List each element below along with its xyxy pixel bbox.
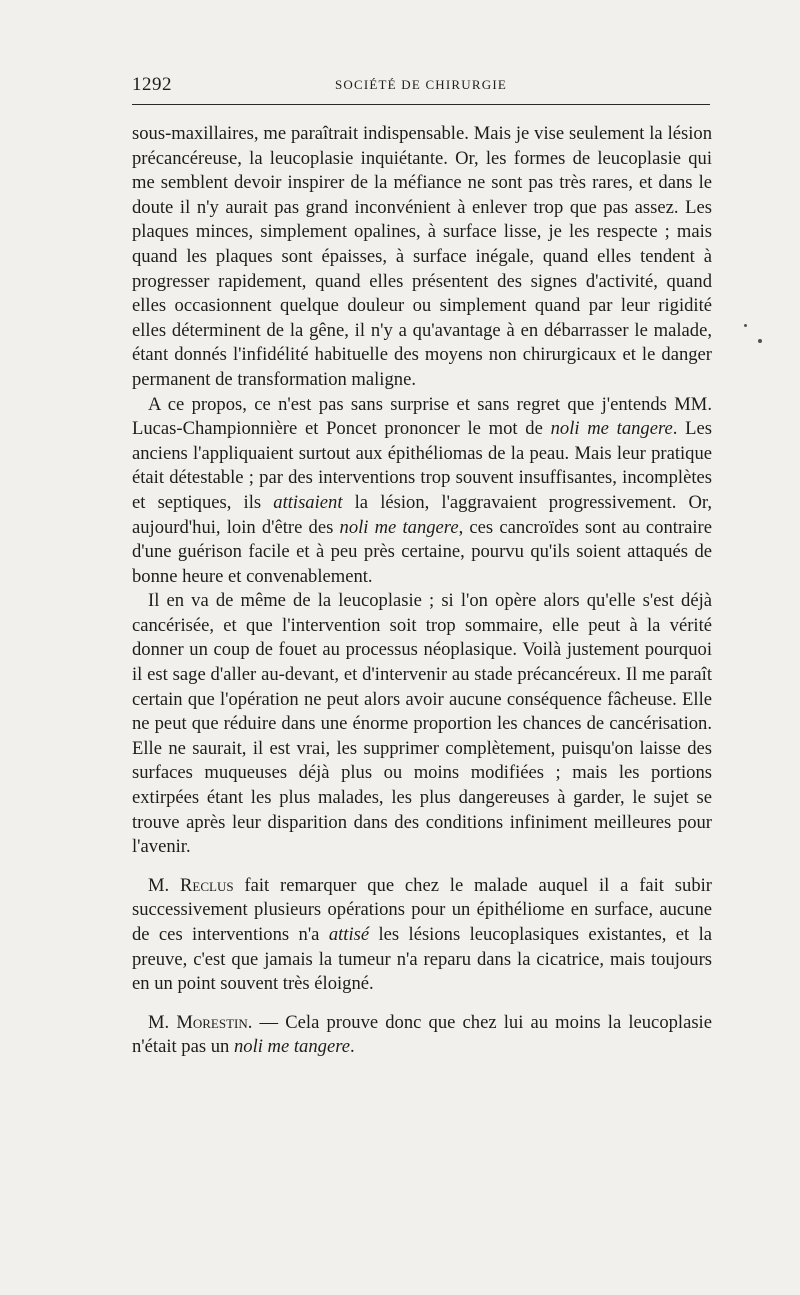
paragraph-reclus-text-b: les lésions leucoplasiques existantes, et la preuve, c'est que jamais la tumeur n'a reparu dans la cicatrice, mais toujours en un point souvent très éloigné. <box>132 924 712 995</box>
speaker-prefix: M. <box>148 874 181 896</box>
header-rule <box>132 104 710 105</box>
paragraph-reclus <box>132 874 712 997</box>
paragraph-1: sous-maxillaires, me paraîtrait indispensable. Mais je vise seulement la lésion précancéreuse, la leucoplasie inquiétante. Or, les formes de leucoplasie qui me semblent devoir inspirer de la méfiance ne sont pas très rares, et dans le doute il n'y aurait pas grand inconvénient à enlever trop que pas assez. Les plaques minces, simplement opalines, à surface lisse, je les respecte ; mais quand les plaques sont épaisses, à surface inégale, quand elles tendent à progresser rapidement, quand elles présentent des signes d'activité, quand elles occasionnent quelque douleur ou simplement quand par leur rigidité elles déterminent de la gêne, il n'y a qu'avantage à en débarrasser le malade, étant donnés l'infidélité habituelle des moyens non chirurgicaux et le danger permanent de transformation maligne. <box>132 123 712 390</box>
body-text <box>132 122 712 1060</box>
paragraph-morestin-italic: noli me tangere <box>233 1036 350 1058</box>
page-number: 1292 <box>132 74 172 95</box>
page-header <box>132 74 710 96</box>
speaker-prefix: M. <box>148 1011 177 1033</box>
paragraph-2-text-c: la lésion, l'aggravaient progressivement. Or, aujourd'hui, loin d'être des <box>132 491 713 538</box>
paragraph-2-text-a: A ce propos, ce n'est pas sans surprise et sans regret que j'entends MM. Lucas-Championnière et Poncet prononcer le mot de <box>132 393 712 440</box>
paragraph-2-italic-b: attisaient <box>273 491 343 513</box>
speaker-name-reclus: Reclus <box>180 874 234 896</box>
paragraph-2 <box>132 393 712 590</box>
paragraph-morestin-text-b: . <box>350 1036 355 1058</box>
paragraph-2-text-d: , ces cancroïdes sont au contraire d'une guérison facile et à peu près certaine, pourvu qu'ils soient attaqués de bonne heure et convenablement. <box>132 516 712 587</box>
paragraph-morestin <box>132 1011 712 1060</box>
paragraph-2-text-b: . Les anciens l'appliquaient surtout aux épithéliomas de la peau. Mais leur pratique était détestable ; par des interventions trop souvent insuffisantes, incomplètes et septiques, ils <box>132 418 712 513</box>
ink-speck <box>758 339 762 343</box>
paragraph-3: Il en va de même de la leucoplasie ; si l'on opère alors qu'elle s'est déjà cancérisée, et que l'intervention soit trop sommaire, elle peut à la vérité donner un coup de fouet au processus néoplasique. Voilà justement pourquoi il est sage d'aller au-devant, et d'intervenir au stade précancéreux. Il me paraît certain que l'opération ne peut alors avoir aucune conséquence fâcheuse. Elle ne peut que réduire dans une énorme proportion les chances de cancérisation. Elle ne saurait, il est vrai, les supprimer complètement, puisqu'on laisse des surfaces muqueuses déjà plus ou moins modifiées ; mais les portions extirpées étant les plus malades, les plus dangereuses à garder, le sujet se trouve après leur disparition dans des conditions infiniment meilleures pour l'avenir. <box>132 590 712 858</box>
paragraph-2-italic-a: noli me tangere <box>550 418 673 440</box>
paragraph-reclus-text-a: fait remarquer que chez le malade auquel il a fait subir successivement plusieurs opérations pour un épithéliome en surface, aucune de ces interventions n'a <box>132 874 712 945</box>
paragraph-reclus-italic: attisé <box>328 924 370 945</box>
ink-speck <box>744 324 747 327</box>
speaker-name-morestin: Morestin <box>176 1011 248 1033</box>
paragraph-2-italic-c: noli me tangere <box>339 516 459 538</box>
running-title: SOCIÉTÉ DE CHIRURGIE <box>334 77 508 92</box>
paragraph-morestin-text-a: . — Cela prouve donc que chez lui au moins la leucoplasie n'était pas un <box>132 1011 712 1058</box>
